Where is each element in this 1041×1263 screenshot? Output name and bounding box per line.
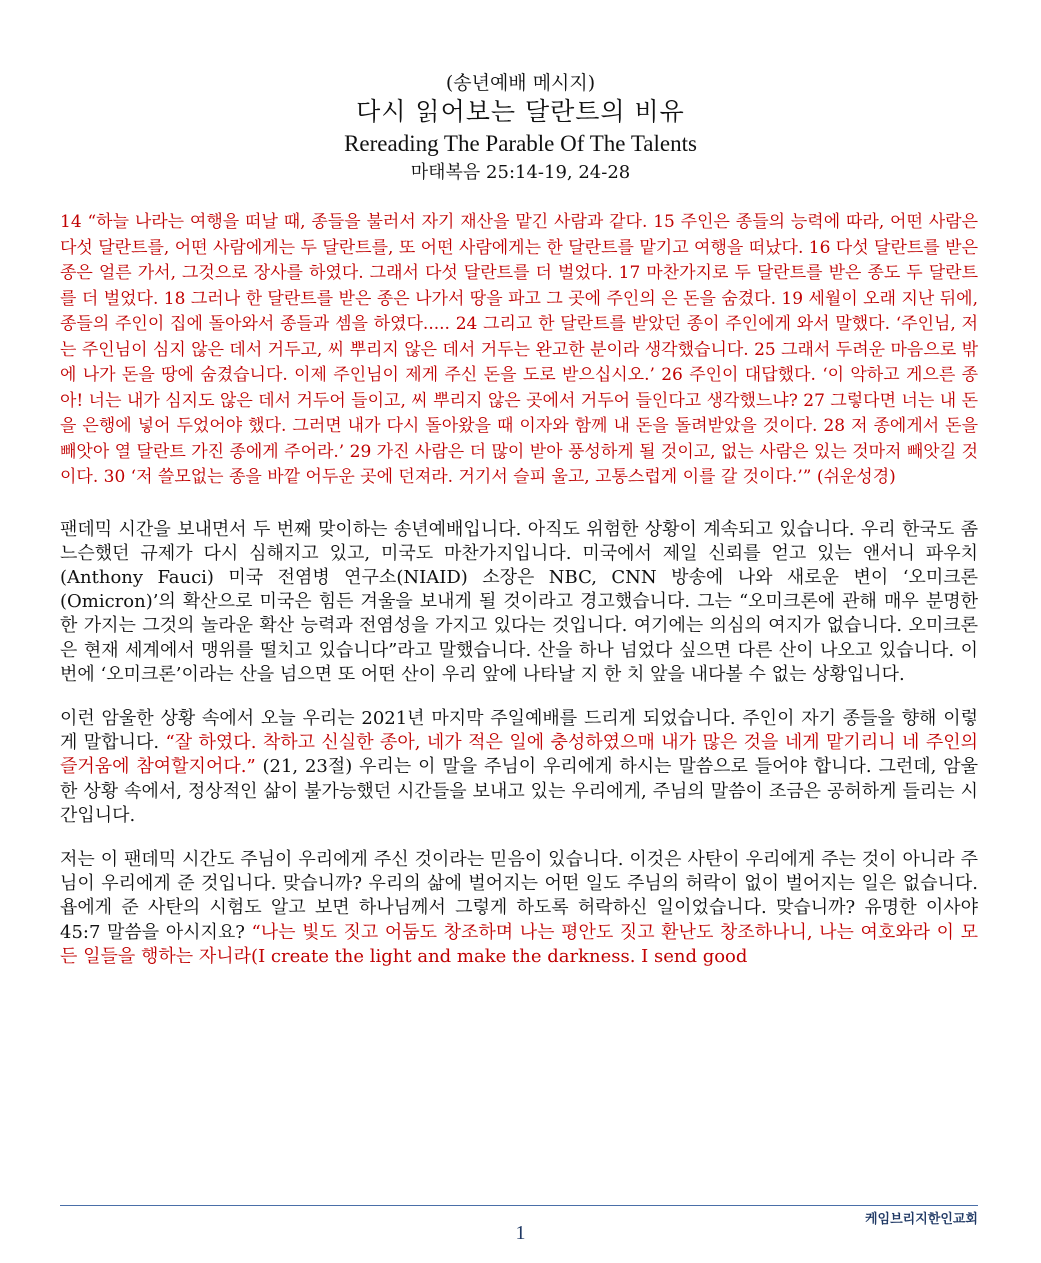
sermon-english-title: Rereading The Parable Of The Talents bbox=[344, 131, 697, 156]
sermon-body bbox=[60, 210, 978, 969]
paragraph-2-text-a: 이런 암울한 상황 속에서 오늘 우리는 2021년 마지막 주일예배를 드리게 되었습니다. 주인이 자기 종들을 향해 이렇게 말합니다. bbox=[60, 707, 978, 754]
paragraph-2 bbox=[60, 707, 978, 828]
paragraph-3-text-a: 저는 이 팬데믹 시간도 주님이 우리에게 주신 것이라는 믿음이 있습니다. 이것은 사탄이 우리에게 주는 것이 아니라 주님이 우리에게 준 것입니다. 맞습니까? 우리의 삶에 벌어지는 어떤 일도 주님의 허락이 없이 벌어지는 일은 없습니다. 욥에게 준 사탄의 시험도 알고 보면 하나님께서 그렇게 하도록 허락하신 일이었습니다. 맞습니까? 유명한 이사야 45:7 말씀을 아시지요? bbox=[60, 848, 978, 943]
paragraph-2-text-b: (21, 23절) 우리는 이 말을 주님이 우리에게 하시는 말씀으로 들어야 합니다. 그런데, 암울한 상황 속에서, 정상적인 삶이 불가능했던 시간들을 보내고 있는 우리에게, 주님의 말씀이 조금은 공허하게 들리는 시간입니다. bbox=[60, 756, 978, 826]
footer-church-name: 케임브리지한인교회 bbox=[864, 1212, 978, 1227]
sermon-title: 다시 읽어보는 달란트의 비유 bbox=[356, 97, 685, 126]
sermon-subtitle: (송년예배 메시지) bbox=[445, 72, 596, 94]
paragraph-1: 팬데믹 시간을 보내면서 두 번째 맞이하는 송년예배입니다. 아직도 위험한 상황이 계속되고 있습니다. 우리 한국도 좀 느슨했던 규제가 다시 심해지고 있고, 미국도 마찬가지입니다. 미국에서 제일 신뢰를 얻고 있는 앤서니 파우치(Anthony Fauci) 미국 전염병 연구소(NIAID) 소장은 NBC, CNN 방송에 나와 새로운 변이 ‘오미크론(Omicron)’의 확산으로 미국은 힘든 겨울을 보내게 될 것이라고 경고했습니다. 그는 “오미크론에 관해 매우 분명한 한 가지는 그것의 놀라운 확산 능력과 전염성을 가지고 있다는 것입니다. 여기에는 의심의 여지가 없습니다. 오미크론은 현재 세계에서 맹위를 떨치고 있습니다”라고 말했습니다. 산을 하나 넘었다 싶으면 다른 산이 나오고 있습니다. 이번에 ‘오미크론’이라는 산을 넘으면 또 어떤 산이 우리 앞에 나타날 지 한 치 앞을 내다볼 수 없는 상황입니다. bbox=[60, 518, 978, 685]
page-number: 1 bbox=[515, 1222, 526, 1244]
sermon-header bbox=[0, 70, 1041, 186]
scripture-passage: 14 “하늘 나라는 여행을 떠날 때, 종들을 불러서 자기 재산을 맡긴 사람과 같다. 15 주인은 종들의 능력에 따라, 어떤 사람은 다섯 달란트를, 어떤 사람에게는 두 달란트를, 또 어떤 사람에게는 한 달란트를 맡기고 여행을 떠났다. 16 다섯 달란트를 받은 종은 얼른 가서, 그것으로 장사를 하였다. 그래서 다섯 달란트를 더 벌었다. 17 마찬가지로 두 달란트를 받은 종도 두 달란트를 더 벌었다. 18 그러나 한 달란트를 받은 종은 나가서 땅을 파고 그 곳에 주인의 은 돈을 숨겼다. 19 세월이 오래 지난 뒤에, 종들의 주인이 집에 돌아와서 종들과 셈을 하였다..... 24 그리고 한 달란트를 받았던 종이 주인에게 와서 말했다. ‘주인님, 저는 주인님이 심지 않은 데서 거두고, 씨 뿌리지 않은 데서 거두는 완고한 분이라 생각했습니다. 25 그래서 두려운 마음으로 밖에 나가 돈을 땅에 숨겼습니다. 이제 주인님이 제게 주신 돈을 도로 받으십시오.’ 26 주인이 대답했다. ‘이 악하고 게으른 종아! 너는 내가 심지도 않은 데서 거두어 들이고, 씨 뿌리지 않은 곳에서 거두어 들인다고 생각했느냐? 27 그렇다면 너는 내 돈을 은행에 넣어 두었어야 했다. 그러면 내가 다시 돌아왔을 때 이자와 함께 내 돈을 돌려받았을 것이다. 28 저 종에게서 돈을 빼앗아 열 달란트 가진 종에게 주어라.’ 29 가진 사람은 더 많이 받아 풍성하게 될 것이고, 없는 사람은 있는 것마저 빼앗길 것이다. 30 ‘저 쓸모없는 종을 바깥 어두운 곳에 던져라. 거기서 슬피 울고, 고통스럽게 이를 갈 것이다.’” (쉬운성경) bbox=[60, 212, 978, 487]
paragraph-3 bbox=[60, 848, 978, 969]
paragraph-3-quote: “나는 빛도 짓고 어둠도 창조하며 나는 평안도 짓고 환난도 창조하나니, 나는 여호와라 이 모든 일들을 행하는 자니라(I create the light and make the darkness. I send good bbox=[60, 921, 979, 967]
paragraph-2-quote: “잘 하였다. 착하고 신실한 종아, 네가 적은 일에 충성하였으매 내가 많은 것을 네게 맡기리니 네 주인의 즐거움에 참여할지어다.” bbox=[60, 732, 978, 778]
scripture-reference: 마태복음 25:14-19, 24-28 bbox=[410, 162, 631, 183]
footer-divider bbox=[60, 1205, 978, 1206]
